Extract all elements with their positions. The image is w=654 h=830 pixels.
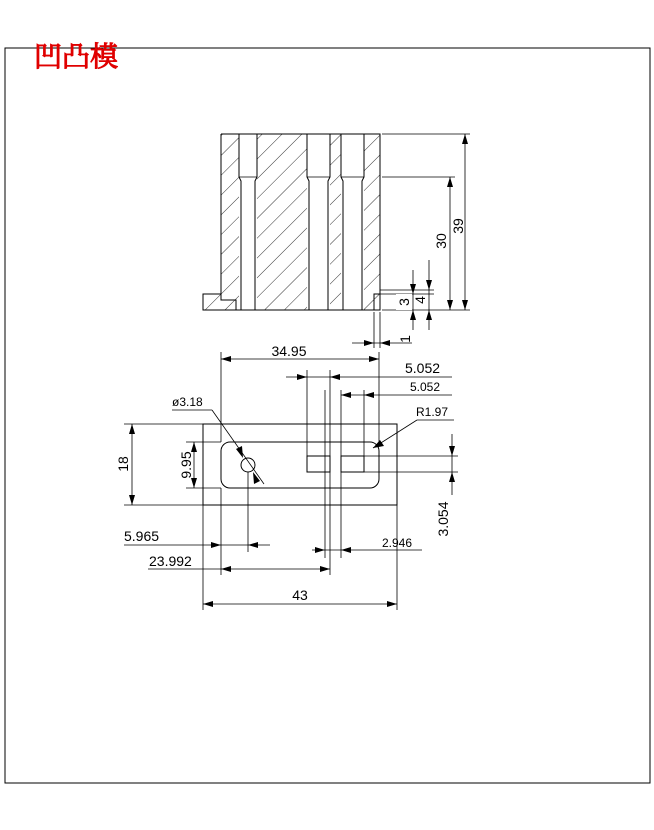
hatch-flange [203, 294, 221, 310]
dim-5-965-label: 5.965 [124, 528, 160, 544]
dim-2-946-label: 2.946 [382, 536, 413, 550]
dim-3-label: 3 [396, 298, 412, 306]
plan-view [115, 343, 458, 610]
dim-3-054-label: 3.054 [435, 501, 451, 537]
drawing-title: 凹凸模 [34, 40, 119, 73]
hatch-center-block [257, 134, 307, 310]
dim-5-052-upper-label: 5.052 [405, 360, 441, 376]
dim-9-95-label: 9.95 [178, 451, 194, 479]
pin-hole [241, 458, 255, 472]
hatch-left-wall [221, 134, 239, 310]
dim-18-label: 18 [115, 456, 131, 472]
dim-23-992-label: 23.992 [149, 553, 192, 569]
section-view [203, 134, 470, 348]
dim-5-052-lower-label: 5.052 [410, 380, 441, 394]
dim-4-label: 4 [412, 296, 428, 304]
hatch-right-wall [364, 134, 380, 310]
drawing-frame [5, 48, 650, 783]
inner-pocket [221, 442, 379, 488]
dim-dia-3-18-label: ø3.18 [172, 395, 203, 409]
dim-39-label: 39 [450, 218, 466, 234]
dim-43-label: 43 [292, 587, 308, 603]
dim-30-label: 30 [433, 233, 449, 249]
hatch-rib [330, 134, 341, 310]
plate-outline [203, 424, 397, 505]
dim-r1-97-label: R1.97 [416, 405, 449, 419]
dim-34-95-label: 34.95 [271, 343, 307, 359]
dim-1-label: 1 [397, 335, 413, 343]
